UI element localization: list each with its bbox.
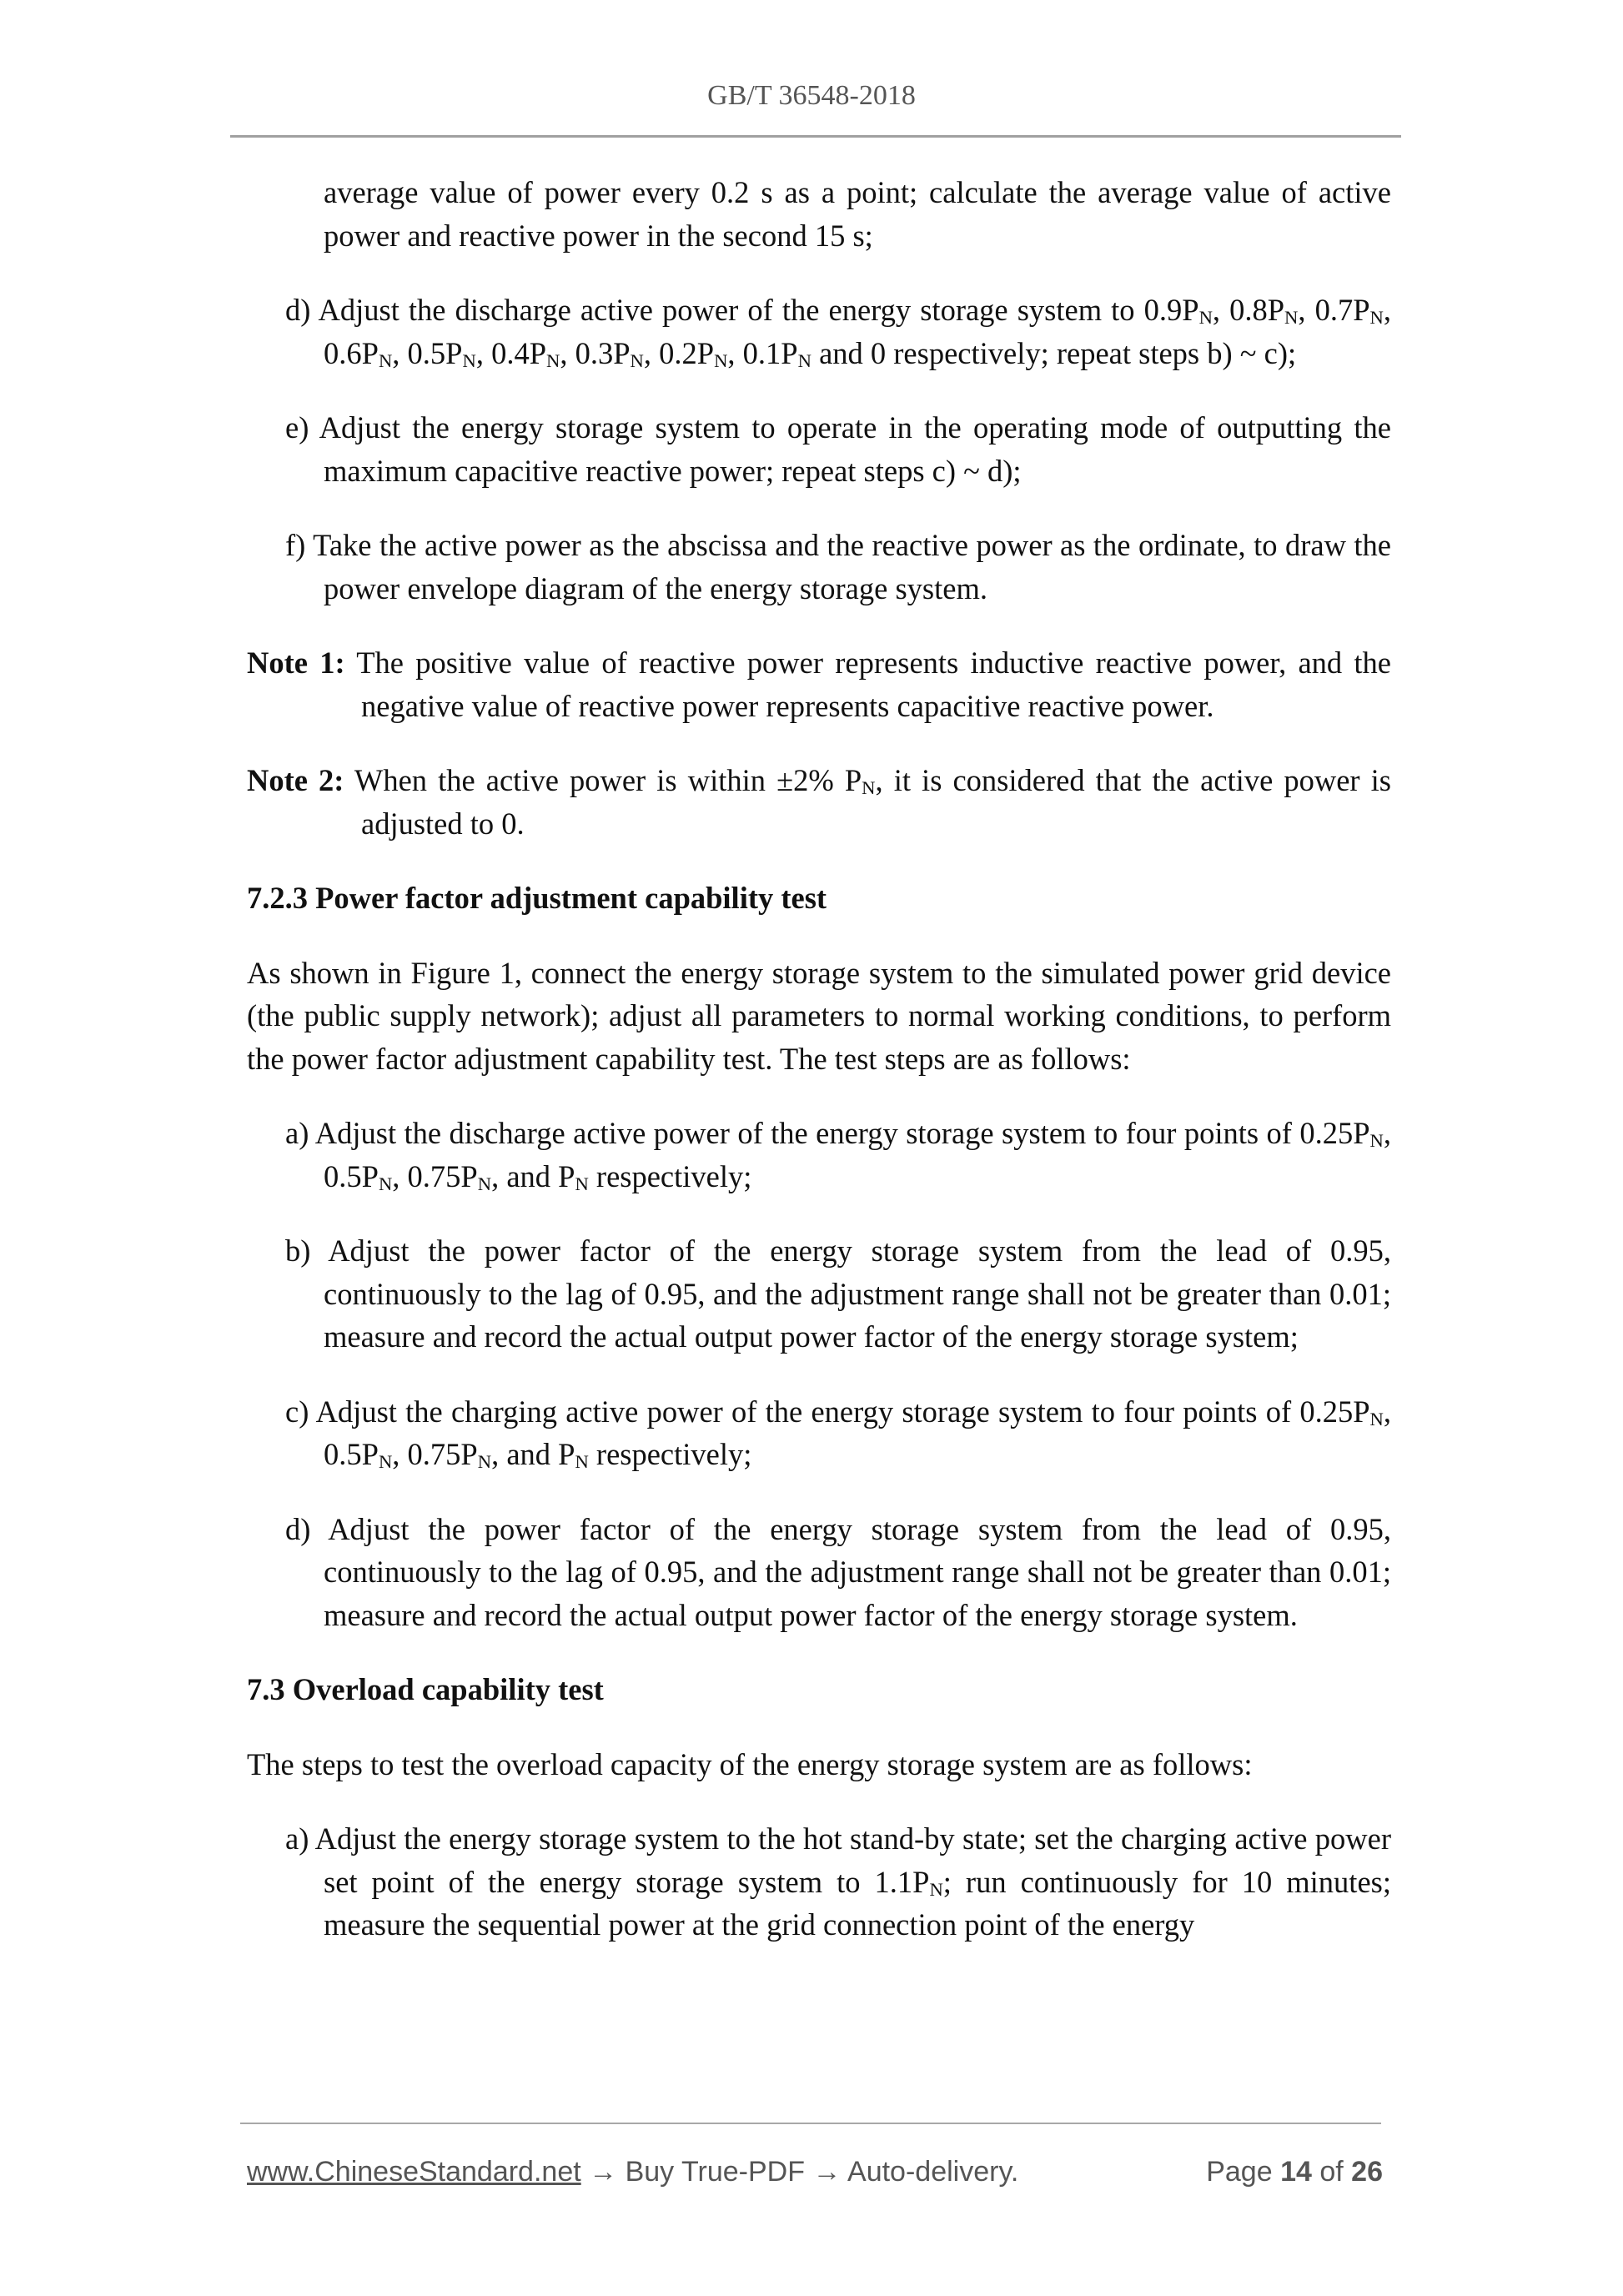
item-text-rest: 0.8P — [1229, 293, 1285, 327]
point-value: 0.5P — [324, 1158, 379, 1193]
list-item-a2 — [247, 1817, 1391, 1947]
point-value: P — [558, 1437, 575, 1471]
section-heading-7-2-3: 7.2.3 Power factor adjustment capability test — [247, 881, 827, 915]
note-2 — [247, 759, 1391, 845]
subscript: N — [1369, 1130, 1384, 1152]
list-item-e — [247, 406, 1391, 492]
note-text: When the active power is within ±2% P — [354, 763, 862, 797]
subscript: N — [929, 1878, 943, 1900]
footer-promo — [247, 2156, 1018, 2188]
note-1 — [247, 641, 1391, 727]
subscript: N — [378, 1173, 393, 1194]
note-label: Note 2: — [247, 763, 344, 797]
footer-divider — [240, 2123, 1381, 2124]
subscript: N — [575, 1451, 589, 1473]
list-item-c: c) Adjust the charging active power of the energy storage system to four points of $0.25P_N$, $0.5P_N$, $0.75P_N$, and $P_N$ respectively; — [285, 1394, 1391, 1473]
item-text: Adjust the power factor of the energy storage system from the lead of 0.95, continuously to the lag of 0.95, and the adjustment range shall not be greater than 0.01; measure and record the actual output power factor of the energy storage system; — [324, 1233, 1391, 1354]
point-value: 0.25P — [1299, 1394, 1370, 1429]
item-label: f) — [285, 528, 306, 562]
item-tail: $0.7P_N$, $0.6P_N$, $0.5P_N$, $0.4P_N$, $0.3P_N$, $0.2P_N$, $0.1P_N$ and 0 respectively; repeat steps b) ~ c); — [324, 293, 1391, 371]
item-label: a) — [285, 1116, 309, 1150]
subscript: N — [1284, 307, 1299, 329]
page-word: Page — [1206, 2156, 1273, 2188]
document-body — [247, 171, 1391, 1978]
continuation-paragraph: average value of power every 0.2 s as a point; calculate the average value of active power and reactive power in the second 15 s; — [324, 175, 1391, 253]
note-text: The positive value of reactive power represents inductive reactive power, and the negative value of reactive power represents capacitive reactive power. — [356, 646, 1392, 723]
list-item-f — [247, 524, 1391, 610]
document-header-title: GB/T 36548-2018 — [707, 80, 916, 111]
item-label: c) — [285, 1394, 309, 1429]
subscript: N — [1369, 1408, 1384, 1429]
page-footer — [247, 2156, 1383, 2188]
buy-text: Buy True-PDF — [625, 2156, 805, 2188]
subscript: N — [477, 1451, 492, 1473]
website-link[interactable]: www.ChineseStandard.net — [247, 2156, 581, 2188]
subscript: N — [1198, 307, 1213, 329]
current-page: 14 — [1280, 2156, 1312, 2188]
point-value: 0.75P — [407, 1437, 478, 1471]
of-word: of — [1319, 2156, 1344, 2188]
item-text: Adjust the discharge active power of the energy storage system to 0.9P — [318, 293, 1199, 327]
section-intro-7-3: The steps to test the overload capacity of the energy storage system are as follows: — [247, 1746, 1253, 1781]
list-item-a: a) Adjust the discharge active power of the energy storage system to four points of $0.25P_N$, $0.5P_N$, $0.75P_N$, and $P_N$ respectively; — [285, 1116, 1391, 1194]
header-divider — [230, 135, 1401, 138]
point-value: 0.5P — [324, 1437, 379, 1471]
point-value: P — [558, 1158, 575, 1193]
note-label: Note 1: — [247, 646, 345, 680]
arrow-right-icon: → — [812, 2156, 842, 2188]
item-label: d) — [285, 293, 311, 327]
subscript: N — [378, 1451, 393, 1473]
point-value: 0.25P — [1299, 1116, 1370, 1150]
item-label: b) — [285, 1233, 311, 1268]
point-value: 0.75P — [407, 1158, 478, 1193]
auto-delivery-text: Auto-delivery. — [847, 2156, 1019, 2188]
item-label: d) — [285, 1511, 311, 1546]
subscript: N — [477, 1173, 492, 1194]
arrow-right-icon: → — [589, 2156, 618, 2188]
item-label: e) — [285, 410, 309, 445]
subscript: N — [862, 777, 876, 799]
section-intro-7-2-3: As shown in Figure 1, connect the energy storage system to the simulated power grid device (the public supply network); adjust all parameters to normal working conditions, to perform the power factor adjustment capability test. The test steps are as follows: — [247, 955, 1391, 1076]
list-item-d2 — [247, 1508, 1391, 1637]
item-text: Adjust the power factor of the energy storage system from the lead of 0.95, continuously to the lag of 0.95, and the adjustment range shall not be greater than 0.01; measure and record the actual output power factor of the energy storage system. — [324, 1511, 1391, 1632]
total-pages: 26 — [1351, 2156, 1383, 2188]
item-end: respectively; — [595, 1158, 752, 1193]
page-number — [1206, 2156, 1383, 2188]
item-text: Adjust the energy storage system to operate in the operating mode of outputting the maximum capacitive reactive power; repeat steps c) ~ d); — [319, 410, 1391, 488]
item-text: Adjust the energy storage system to the hot stand-by state; set the charging active power set point of the energy storage system to 1.1P — [314, 1821, 1391, 1899]
item-label: a) — [285, 1821, 309, 1856]
list-item-d: d) Adjust the discharge active power of the energy storage system to $0.9P_N$, $0.8P_N$, $0.7P_N$, $0.6P_N$, $0.5P_N$, $0.4P_N$, $0.3P_N$, $0.2P_N$, $0.1P_N$ and 0 respectively; repeat steps b) ~ c); — [285, 293, 1391, 371]
item-end: respectively; — [595, 1437, 752, 1471]
item-text-after: ; run continuously for 10 minutes; measure the sequential power at the grid connection point of the energy — [324, 1864, 1391, 1942]
list-item-b — [247, 1229, 1391, 1359]
item-text: Adjust the discharge active power of the energy storage system to four points of — [314, 1116, 1292, 1150]
item-text: Take the active power as the abscissa and the reactive power as the ordinate, to draw the power envelope diagram of the energy storage system. — [313, 528, 1391, 605]
section-heading-7-3: 7.3 Overload capability test — [247, 1672, 604, 1706]
note-text-after: , it is considered that the active power is adjusted to 0. — [361, 763, 1391, 841]
item-text: Adjust the charging active power of the energy storage system to four points of — [315, 1394, 1292, 1429]
subscript: N — [575, 1173, 589, 1194]
